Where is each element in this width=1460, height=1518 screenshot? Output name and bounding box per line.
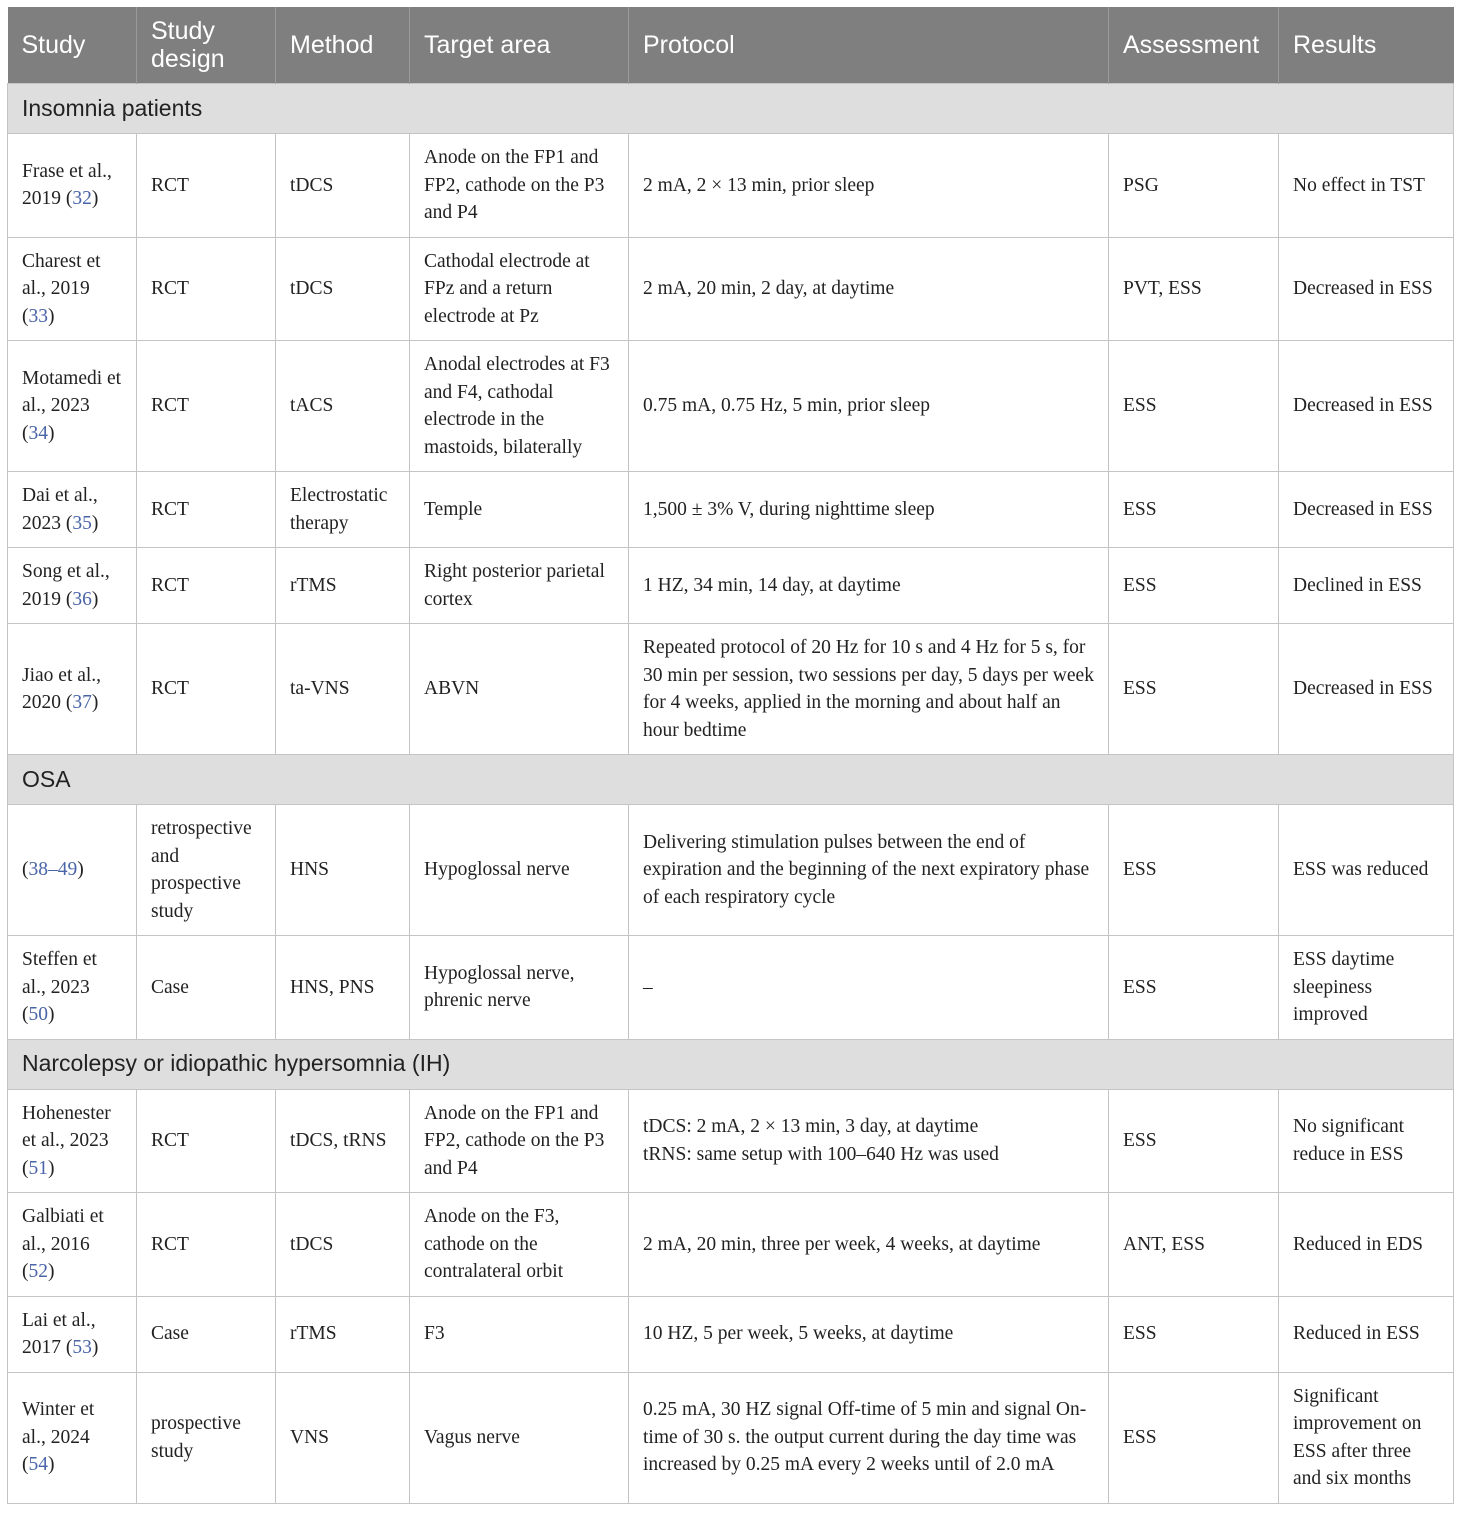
cell-target-area: Anode on the FP1 and FP2, cathode on the P3 and P4 [410, 134, 629, 238]
cell-method: tDCS [276, 237, 410, 341]
cell-assessment: PSG [1109, 134, 1279, 238]
cell-protocol [629, 624, 1109, 755]
studies-table [7, 7, 1454, 1504]
cell-study-design: RCT [137, 134, 276, 238]
section-row [8, 1039, 1454, 1089]
cell-protocol [629, 237, 1109, 341]
citation-close: ) [91, 588, 99, 610]
section-title: OSA [8, 755, 1454, 805]
table-row [8, 1296, 1454, 1372]
cell-method: rTMS [276, 548, 410, 624]
reference-link[interactable]: 35 [72, 512, 92, 534]
cell-target-area: ABVN [410, 624, 629, 755]
section-title: Narcolepsy or idiopathic hypersomnia (IH) [8, 1039, 1454, 1089]
reference-link[interactable]: 38–49 [28, 859, 78, 881]
protocol-line: 10 HZ, 5 per week, 5 weeks, at daytime [643, 1323, 954, 1345]
cell-protocol [629, 134, 1109, 238]
section-row [8, 84, 1454, 134]
cell-protocol [629, 1089, 1109, 1193]
study-citation: Charest et al., 2019 ( [22, 250, 101, 327]
cell-study [8, 1089, 137, 1193]
cell-study [8, 1296, 137, 1372]
cell-target-area: Anodal electrodes at F3 and F4, cathodal electrode in the mastoids, bilaterally [410, 341, 629, 472]
cell-study [8, 805, 137, 936]
table-row [8, 341, 1454, 472]
cell-results: No effect in TST [1279, 134, 1454, 238]
cell-method: HNS [276, 805, 410, 936]
study-citation: Motamedi et al., 2023 ( [22, 367, 122, 444]
citation-close: ) [48, 422, 55, 444]
header-assessment: Assessment [1109, 7, 1279, 84]
protocol-line: 1 HZ, 34 min, 14 day, at daytime [643, 574, 901, 596]
cell-results: Decreased in ESS [1279, 341, 1454, 472]
study-citation: Galbiati et al., 2016 ( [22, 1206, 104, 1282]
cell-protocol [629, 548, 1109, 624]
study-citation: Lai et al., 2017 ( [22, 1309, 96, 1358]
reference-link[interactable]: 37 [72, 692, 92, 713]
citation-close: ) [48, 1157, 55, 1179]
study-citation: Frase et al., 2019 ( [22, 160, 112, 210]
cell-results: Decreased in ESS [1279, 624, 1454, 755]
cell-method: tDCS [276, 1193, 410, 1297]
cell-results: Decreased in ESS [1279, 472, 1454, 548]
table-row [8, 1089, 1454, 1193]
reference-link[interactable]: 50 [28, 1004, 48, 1025]
cell-protocol [629, 341, 1109, 472]
protocol-line: – [643, 976, 653, 998]
cell-results: No significant reduce in ESS [1279, 1089, 1454, 1193]
study-citation: Steffen et al., 2023 ( [22, 949, 97, 1025]
protocol-line: tDCS: 2 mA, 2 × 13 min, 3 day, at daytime [643, 1116, 979, 1138]
cell-study [8, 936, 137, 1040]
cell-study-design: RCT [137, 548, 276, 624]
cell-results: Reduced in EDS [1279, 1193, 1454, 1297]
study-citation: Hohenester et al., 2023 ( [22, 1102, 111, 1179]
reference-link[interactable]: 34 [28, 422, 48, 444]
cell-study [8, 134, 137, 238]
cell-assessment: PVT, ESS [1109, 237, 1279, 341]
cell-study-design: RCT [137, 472, 276, 548]
reference-link[interactable]: 52 [28, 1261, 48, 1282]
protocol-line: 1,500 ± 3% V, during nighttime sleep [643, 498, 935, 520]
cell-study-design: RCT [137, 1193, 276, 1297]
citation-close: ) [91, 1337, 99, 1358]
citation-close: ) [48, 1261, 55, 1282]
cell-assessment: ESS [1109, 341, 1279, 472]
cell-target-area: Vagus nerve [410, 1372, 629, 1503]
reference-link[interactable]: 36 [72, 588, 92, 610]
table-body [8, 84, 1454, 1504]
reference-link[interactable]: 53 [72, 1337, 92, 1358]
cell-assessment: ESS [1109, 1089, 1279, 1193]
cell-protocol [629, 1296, 1109, 1372]
cell-study [8, 1193, 137, 1297]
cell-method: tACS [276, 341, 410, 472]
cell-study-design: RCT [137, 237, 276, 341]
cell-study-design: RCT [137, 1089, 276, 1193]
cell-method: ta-VNS [276, 624, 410, 755]
cell-target-area: Anode on the FP1 and FP2, cathode on the P3 and P4 [410, 1089, 629, 1193]
table-row [8, 472, 1454, 548]
cell-assessment: ESS [1109, 805, 1279, 936]
cell-study-design: Case [137, 936, 276, 1040]
cell-study-design: RCT [137, 341, 276, 472]
table-row [8, 237, 1454, 341]
table-row [8, 1372, 1454, 1503]
table-row [8, 134, 1454, 238]
cell-results: Reduced in ESS [1279, 1296, 1454, 1372]
cell-protocol [629, 1193, 1109, 1297]
study-citation: Song et al., 2019 ( [22, 561, 110, 610]
cell-results: ESS was reduced [1279, 805, 1454, 936]
cell-protocol [629, 472, 1109, 548]
cell-assessment: ESS [1109, 624, 1279, 755]
cell-assessment: ANT, ESS [1109, 1193, 1279, 1297]
section-title: Insomnia patients [8, 84, 1454, 134]
reference-link[interactable]: 51 [28, 1157, 48, 1179]
citation-close: ) [91, 188, 99, 210]
cell-assessment: ESS [1109, 1372, 1279, 1503]
cell-method: HNS, PNS [276, 936, 410, 1040]
cell-target-area: F3 [410, 1296, 629, 1372]
table-header [8, 7, 1454, 84]
citation-close: ) [91, 692, 99, 713]
citation-close: ) [91, 512, 99, 534]
cell-target-area: Right posterior parietal cortex [410, 548, 629, 624]
reference-link[interactable]: 33 [28, 305, 48, 327]
cell-study [8, 341, 137, 472]
protocol-line: Delivering stimulation pulses between the end of expiration and the beginning of the next expiratory phase of each respiratory cycle [643, 831, 1090, 908]
cell-study [8, 624, 137, 755]
study-citation: Dai et al., 2023 ( [22, 485, 98, 534]
cell-study-design: retrospective and prospective study [137, 805, 276, 936]
protocol-line: 0.75 mA, 0.75 Hz, 5 min, prior sleep [643, 395, 931, 417]
header-protocol: Protocol [629, 7, 1109, 84]
reference-link[interactable]: 32 [72, 188, 92, 210]
cell-results: Significant improvement on ESS after three and six months [1279, 1372, 1454, 1503]
protocol-line: 2 mA, 20 min, three per week, 4 weeks, at daytime [643, 1233, 1041, 1255]
cell-study-design: Case [137, 1296, 276, 1372]
cell-study [8, 237, 137, 341]
cell-protocol [629, 805, 1109, 936]
cell-target-area: Hypoglossal nerve, phrenic nerve [410, 936, 629, 1040]
table-row [8, 1193, 1454, 1297]
study-citation: Winter et al., 2024 ( [22, 1399, 95, 1476]
section-row [8, 755, 1454, 805]
protocol-line: tRNS: same setup with 100–640 Hz was used [643, 1143, 999, 1165]
cell-results: Declined in ESS [1279, 548, 1454, 624]
study-citation: ( [22, 859, 29, 881]
table-container [7, 7, 1453, 1504]
cell-study [8, 548, 137, 624]
header-study: Study [8, 7, 137, 84]
cell-target-area: Anode on the F3, cathode on the contralateral orbit [410, 1193, 629, 1297]
protocol-line: 2 mA, 20 min, 2 day, at daytime [643, 278, 895, 299]
table-row [8, 548, 1454, 624]
cell-target-area: Cathodal electrode at FPz and a return electrode at Pz [410, 237, 629, 341]
table-row [8, 624, 1454, 755]
cell-target-area: Temple [410, 472, 629, 548]
cell-assessment: ESS [1109, 1296, 1279, 1372]
protocol-line: 2 mA, 2 × 13 min, prior sleep [643, 174, 875, 196]
header-study-design: Study design [137, 7, 276, 84]
header-results: Results [1279, 7, 1454, 84]
table-row [8, 936, 1454, 1040]
cell-method: tDCS, tRNS [276, 1089, 410, 1193]
cell-method: VNS [276, 1372, 410, 1503]
table-row [8, 805, 1454, 936]
citation-close: ) [48, 305, 55, 327]
cell-assessment: ESS [1109, 472, 1279, 548]
cell-assessment: ESS [1109, 936, 1279, 1040]
cell-method: Electrostatic therapy [276, 472, 410, 548]
cell-method: tDCS [276, 134, 410, 238]
study-citation: Jiao et al., 2020 ( [22, 664, 102, 713]
cell-study-design: RCT [137, 624, 276, 755]
citation-close: ) [48, 1454, 55, 1476]
cell-results: Decreased in ESS [1279, 237, 1454, 341]
cell-protocol [629, 1372, 1109, 1503]
header-method: Method [276, 7, 410, 84]
cell-study [8, 472, 137, 548]
cell-assessment: ESS [1109, 548, 1279, 624]
cell-method: rTMS [276, 1296, 410, 1372]
citation-close: ) [77, 859, 84, 881]
reference-link[interactable]: 54 [28, 1454, 48, 1476]
header-target-area: Target area [410, 7, 629, 84]
protocol-line: Repeated protocol of 20 Hz for 10 s and 4 Hz for 5 s, for 30 min per session, two sessions per day, 5 days per week for 4 weeks, applied in the morning and about half an hour bedtime [643, 637, 1094, 741]
cell-study [8, 1372, 137, 1503]
cell-results: ESS daytime sleepiness improved [1279, 936, 1454, 1040]
protocol-line: 0.25 mA, 30 HZ signal Off-time of 5 min and signal On-time of 30 s. the output current during the day time was increased by 0.25 mA every 2 weeks until of 2.0 mA [643, 1399, 1087, 1476]
cell-protocol [629, 936, 1109, 1040]
cell-target-area: Hypoglossal nerve [410, 805, 629, 936]
citation-close: ) [48, 1004, 55, 1025]
cell-study-design: prospective study [137, 1372, 276, 1503]
